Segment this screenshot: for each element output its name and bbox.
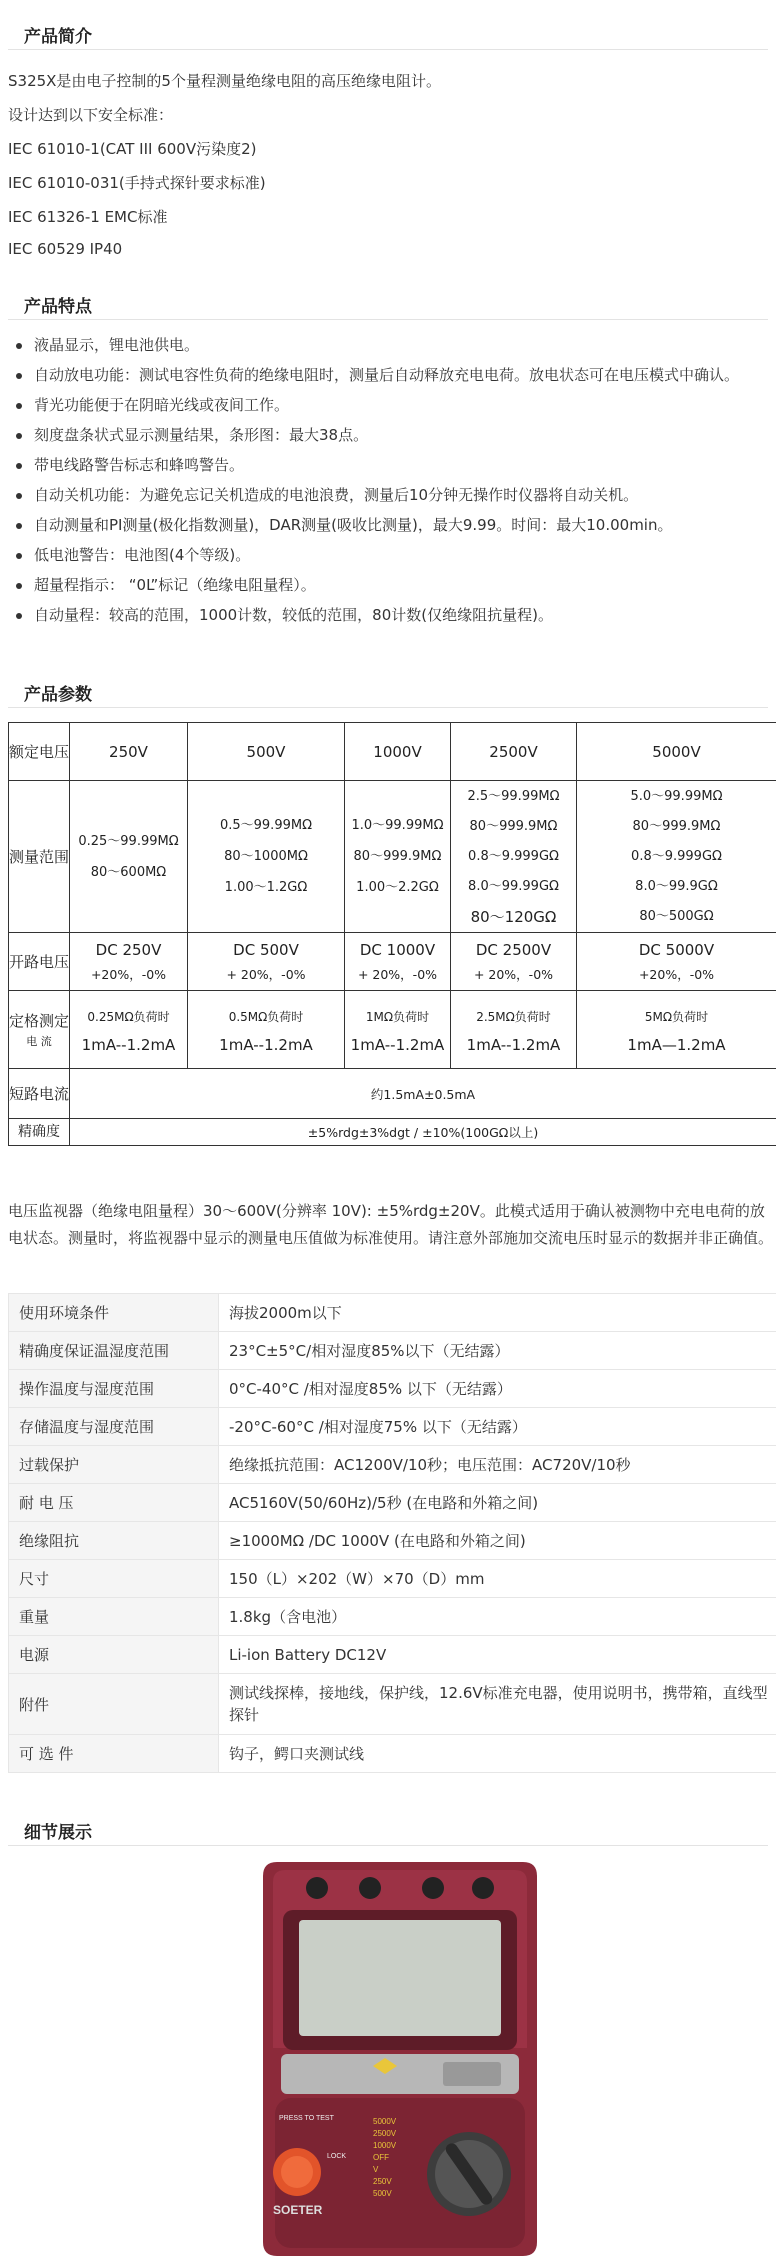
row-label-line: 电 流 — [26, 1034, 52, 1048]
spec-key: 可 选 件 — [9, 1735, 219, 1773]
range-value: 80～999.9MΩ — [632, 818, 721, 834]
row-label: 短路电流 — [9, 1069, 70, 1119]
open-voltage-tolerance: +20%，-0% — [638, 966, 715, 982]
intro-title: 产品简介 — [24, 27, 92, 47]
spec-value: ≥1000MΩ /DC 1000V (在电路和外箱之间) — [219, 1522, 776, 1560]
short-current-cell: 约1.5mA±0.5mA — [70, 1069, 776, 1119]
table-row — [9, 1636, 776, 1674]
table-row — [9, 1735, 776, 1773]
brand-logo: SOETER — [273, 2203, 323, 2217]
range-value: 8.0～99.9GΩ — [635, 878, 718, 894]
spec-value: Li-ion Battery DC12V — [219, 1636, 776, 1674]
spec-key: 操作温度与湿度范围 — [9, 1370, 219, 1408]
voltage-cell: 250V — [70, 723, 188, 781]
terminal-socket — [306, 1877, 328, 1899]
range-value: 80～1000MΩ — [224, 849, 308, 864]
feature-list — [8, 335, 768, 635]
params-table — [8, 722, 776, 1146]
table-row — [9, 781, 776, 933]
range-value: 0.8～9.999GΩ — [631, 848, 722, 864]
spec-key: 绝缘阻抗 — [9, 1522, 219, 1560]
voltage-cell: 500V — [188, 723, 345, 781]
spec-key: 尺寸 — [9, 1560, 219, 1598]
accuracy-cell: ±5%rdg±3%dgt / ±10%(100GΩ以上) — [70, 1119, 776, 1146]
intro-line: S325X是由电子控制的5个量程测量绝缘电阻的高压绝缘电阻计。 — [8, 72, 441, 90]
open-voltage-cell — [451, 933, 577, 991]
open-voltage-value: DC 250V — [95, 940, 162, 959]
spec-key: 存储温度与湿度范围 — [9, 1408, 219, 1446]
range-cell — [451, 781, 577, 933]
voltage-monitor-note: 电压监视器（绝缘电阻量程）30～600V(分辨率 10V): ±5%rdg±20V。此模式适用于确认被测物中充电电荷的放电状态。测量时，将监视器中显示的测量电压值做为标准使用。请注意外部施加交流电压时显示的数据并非正确值。 — [8, 1202, 774, 1247]
range-value: 80～999.9MΩ — [353, 849, 442, 864]
rated-current-cell — [188, 991, 345, 1069]
spec-value: 23°C±5°C/相对湿度85%以下（无结露） — [219, 1332, 776, 1370]
press-to-test-label: PRESS TO TEST — [279, 2115, 334, 2122]
intro-line: IEC 61010-1(CAT III 600V污染度2) — [8, 140, 257, 158]
spec-value: 测试线探棒，接地线，保护线，12.6V标准充电器，使用说明书，携带箱，直线型探针 — [219, 1674, 776, 1735]
feature-item: 自动测量和PI测量(极化指数测量)，DAR测量(吸收比测量)，最大9.99。时间：最大10.00min。 — [8, 515, 768, 536]
voltage-cell: 1000V — [345, 723, 451, 781]
table-row — [9, 933, 776, 991]
open-voltage-cell — [577, 933, 776, 991]
intro-line: 设计达到以下安全标准： — [8, 106, 174, 124]
feature-item: 刻度盘条状式显示测量结果，条形图：最大38点。 — [8, 425, 768, 446]
voltage-cell: 2500V — [451, 723, 577, 781]
details-section-header — [8, 1814, 768, 1846]
spec-key: 使用环境条件 — [9, 1294, 219, 1332]
table-row — [9, 1560, 776, 1598]
range-value: 80～500GΩ — [639, 908, 714, 924]
params-title: 产品参数 — [24, 685, 92, 705]
open-voltage-cell — [70, 933, 188, 991]
range-value: 80～999.9MΩ — [469, 818, 558, 834]
spec-value: 绝缘抵抗范围：AC1200V/10秒；电压范围：AC720V/10秒 — [219, 1446, 776, 1484]
dial-label: 5000V — [373, 2117, 397, 2126]
spec-key: 耐 电 压 — [9, 1484, 219, 1522]
terminal-socket — [422, 1877, 444, 1899]
load-condition: 1MΩ负荷时 — [365, 1009, 430, 1024]
spec-value: AC5160V(50/60Hz)/5秒 (在电路和外箱之间) — [219, 1484, 776, 1522]
terminal-socket — [359, 1877, 381, 1899]
feature-item: 背光功能便于在阴暗光线或夜间工作。 — [8, 395, 768, 416]
range-value: 2.5～99.99MΩ — [467, 788, 560, 804]
spec-key: 电源 — [9, 1636, 219, 1674]
current-range: 1mA--1.2mA — [219, 1035, 313, 1054]
dial-label: V — [373, 2165, 379, 2174]
intro-section-header — [8, 18, 768, 50]
table-row — [9, 1598, 776, 1636]
feature-item: 低电池警告：电池图(4个等级)。 — [8, 545, 768, 566]
range-value: 80～120GΩ — [470, 907, 557, 926]
features-title: 产品特点 — [24, 297, 92, 317]
dial-label: 1000V — [373, 2141, 397, 2150]
table-row — [9, 1446, 776, 1484]
current-range: 1mA--1.2mA — [350, 1035, 445, 1054]
row-label — [9, 991, 70, 1069]
table-row — [9, 1069, 776, 1119]
spec-value: 0°C-40°C /相对湿度85% 以下（无结露） — [219, 1370, 776, 1408]
spec-key: 附件 — [9, 1674, 219, 1735]
spec-table — [8, 1293, 776, 1773]
row-label: 额定电压 — [9, 723, 70, 781]
load-condition: 5MΩ负荷时 — [644, 1009, 709, 1024]
mode-button — [443, 2062, 501, 2086]
rated-current-cell — [577, 991, 776, 1069]
open-voltage-cell — [188, 933, 345, 991]
table-row — [9, 1370, 776, 1408]
features-section-header — [8, 288, 768, 320]
row-label: 开路电压 — [9, 933, 70, 991]
voltage-cell: 5000V — [577, 723, 776, 781]
open-voltage-value: DC 1000V — [359, 940, 436, 959]
open-voltage-value: DC 5000V — [638, 940, 715, 959]
range-value: 80～600MΩ — [90, 864, 167, 880]
test-button-cap — [281, 2156, 313, 2188]
table-row — [9, 1408, 776, 1446]
row-label-line: 定格测定 — [9, 1011, 70, 1030]
feature-item: 液晶显示，锂电池供电。 — [8, 335, 768, 356]
range-value: 8.0～99.99GΩ — [468, 878, 559, 894]
dial-label: OFF — [373, 2153, 389, 2162]
dial-label: 500V — [373, 2189, 392, 2198]
feature-item: 带电线路警告标志和蜂鸣警告。 — [8, 455, 768, 476]
intro-line: IEC 61010-031(手持式探针要求标准) — [8, 174, 266, 192]
feature-item: 自动关机功能：为避免忘记关机造成的电池浪费，测量后10分钟无操作时仪器将自动关机。 — [8, 485, 768, 506]
lcd-screen — [299, 1920, 501, 2036]
spec-value: 150（L）×202（W）×70（D）mm — [219, 1560, 776, 1598]
range-cell — [577, 781, 776, 933]
spec-value: -20°C-60°C /相对湿度75% 以下（无结露） — [219, 1408, 776, 1446]
spec-value: 海拔2000m以下 — [219, 1294, 776, 1332]
load-condition: 0.5MΩ负荷时 — [228, 1009, 304, 1024]
row-label: 测量范围 — [9, 781, 70, 933]
spec-key: 精确度保证温湿度范围 — [9, 1332, 219, 1370]
range-value: 0.8～9.999GΩ — [468, 848, 559, 864]
rated-current-cell — [451, 991, 577, 1069]
row-label: 精确度 — [9, 1119, 70, 1146]
table-row — [9, 1484, 776, 1522]
feature-item: 自动放电功能：测试电容性负荷的绝缘电阻时，测量后自动释放充电电荷。放电状态可在电压模式中确认。 — [8, 365, 768, 386]
open-voltage-tolerance: + 20%，-0% — [473, 966, 554, 982]
table-row — [9, 1119, 776, 1146]
current-range: 1mA--1.2mA — [81, 1035, 176, 1054]
terminal-socket — [472, 1877, 494, 1899]
rated-current-cell — [345, 991, 451, 1069]
range-cell — [70, 781, 188, 933]
spec-key: 重量 — [9, 1598, 219, 1636]
spec-value: 1.8kg（含电池） — [219, 1598, 776, 1636]
table-row — [9, 723, 776, 781]
open-voltage-tolerance: + 20%，-0% — [357, 966, 438, 982]
spec-value: 钩子，鳄口夹测试线 — [219, 1735, 776, 1773]
range-value: 0.5～99.99MΩ — [219, 818, 313, 833]
details-title: 细节展示 — [24, 1823, 92, 1843]
load-condition: 2.5MΩ负荷时 — [476, 1009, 551, 1024]
table-row — [9, 1294, 776, 1332]
load-condition: 0.25MΩ负荷时 — [87, 1009, 170, 1024]
lock-label: LOCK — [327, 2153, 347, 2160]
params-section-header — [8, 676, 768, 708]
spec-key: 过载保护 — [9, 1446, 219, 1484]
current-range: 1mA—1.2mA — [627, 1035, 726, 1054]
dial-label: 250V — [373, 2177, 392, 2186]
table-row — [9, 991, 776, 1069]
open-voltage-cell — [345, 933, 451, 991]
range-value: 1.00～1.2GΩ — [224, 880, 308, 895]
range-cell — [345, 781, 451, 933]
table-row — [9, 1522, 776, 1560]
range-value: 0.25～99.99MΩ — [78, 833, 179, 849]
open-voltage-value: DC 500V — [233, 940, 299, 959]
table-row — [9, 1674, 776, 1735]
dial-label: 2500V — [373, 2129, 397, 2138]
feature-item: 自动量程：较高的范围，1000计数，较低的范围，80计数(仅绝缘阻抗量程)。 — [8, 605, 768, 626]
range-value: 5.0～99.99MΩ — [630, 788, 723, 804]
intro-line: IEC 61326-1 EMC标准 — [8, 208, 168, 226]
device-photo — [255, 1862, 545, 2256]
feature-item: 超量程指示： “0L”标记（绝缘电阻量程）。 — [8, 575, 768, 596]
range-value: 1.0～99.99MΩ — [351, 818, 444, 833]
open-voltage-value: DC 2500V — [475, 940, 552, 959]
range-cell — [188, 781, 345, 933]
rated-current-cell — [70, 991, 188, 1069]
current-range: 1mA--1.2mA — [466, 1035, 561, 1054]
open-voltage-tolerance: + 20%，-0% — [226, 966, 306, 982]
range-value: 1.00～2.2GΩ — [356, 880, 439, 895]
open-voltage-tolerance: +20%，-0% — [90, 966, 167, 982]
intro-line: IEC 60529 IP40 — [8, 240, 123, 258]
table-row — [9, 1332, 776, 1370]
